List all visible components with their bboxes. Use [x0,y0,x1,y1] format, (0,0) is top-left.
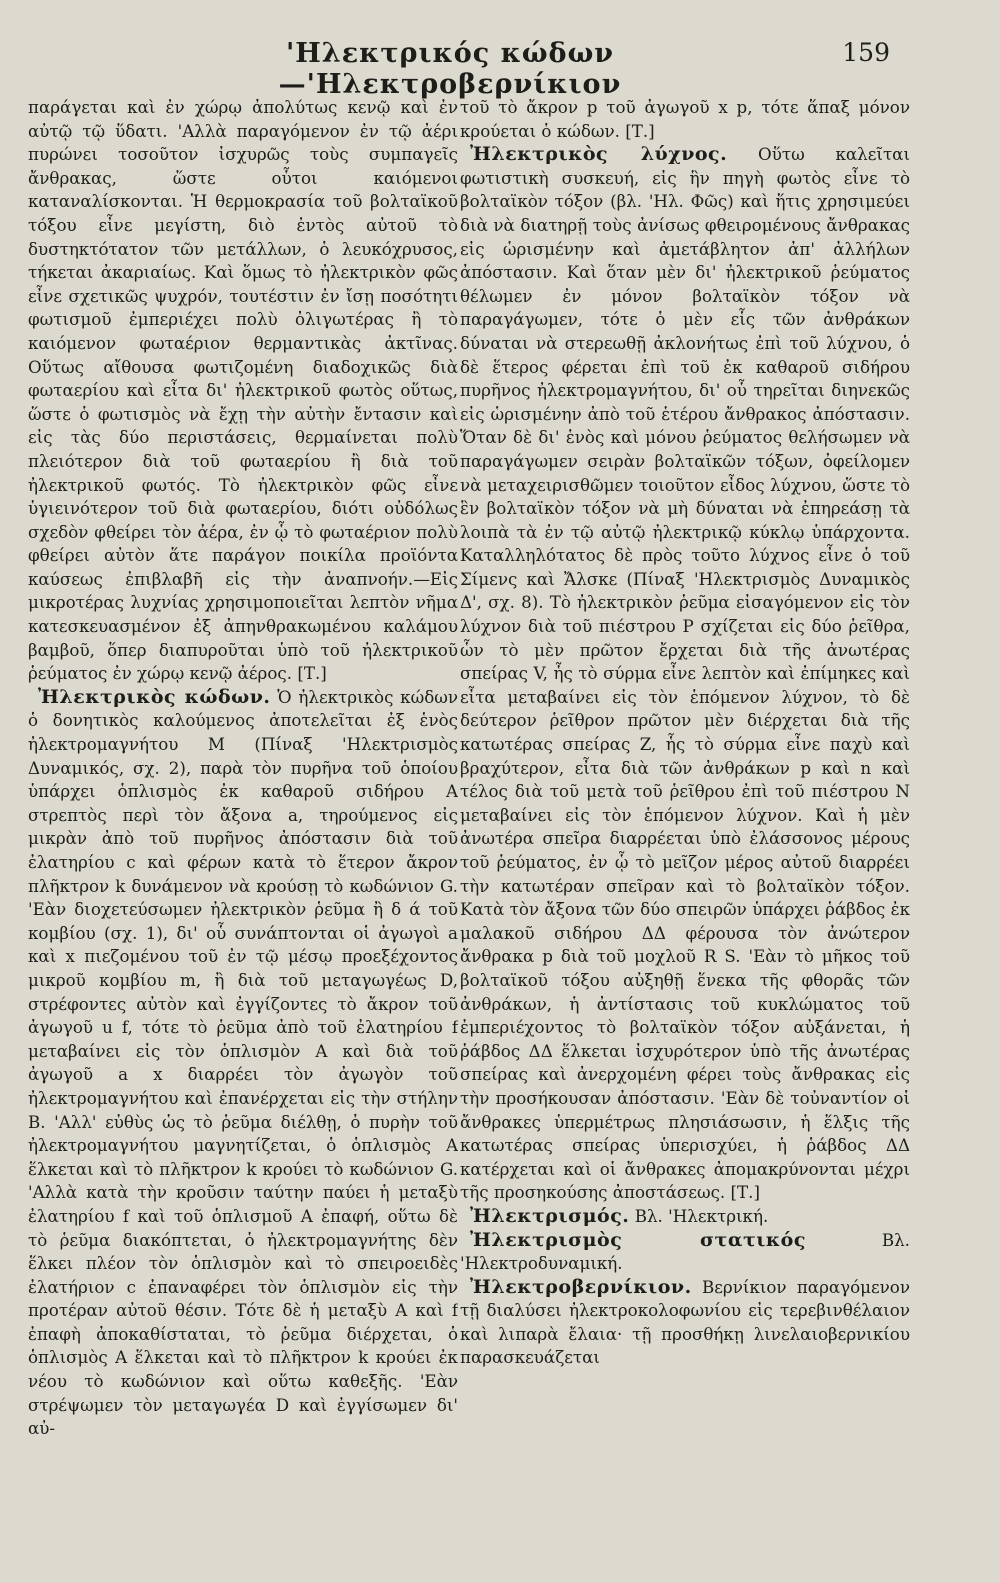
entry-headword: Ἠλεκτρισμός. [470,1204,630,1227]
entry-headword: Ἠλεκτροβερνίκιον. [470,1275,692,1298]
entry-body: Βλ. 'Ηλεκτροδυναμική. [460,1229,910,1274]
entry-electro-varnish [460,1276,910,1370]
right-column [460,96,910,1546]
running-head-title: 'Ηλεκτρικός κώδων—'Ηλεκτροβερνίκιον [278,38,622,100]
entry-headword: Ἠλεκτρικὸς κώδων. [38,685,271,708]
entry-electricity [460,1205,910,1229]
entry-body: Οὕτω καλεῖται φωτιστικὴ συσκευή, εἰς ἣν πηγὴ φωτὸς εἶνε τὸ βολταϊκὸν τόξον (βλ. 'Ηλ. Φῶς) καὶ ἥτις χρησιμεύει διὰ νὰ διατηρῇ τοὺς ἀνίσως φθειρομένους ἄνθρακας εἰς ὡρισμένην καὶ ἀμετάβλητον ἀπ' ἀλλήλων ἀπόστασιν. Καὶ ὅταν μὲν δι' ἠλεκτρικοῦ ῥεύματος θέλωμεν ἐν μόνον βολταϊκὸν τόξον νὰ παραγάγωμεν, τότε ὁ μὲν εἷς τῶν ἀνθράκων δύναται νὰ στερεωθῇ ἀκλονήτως ἐπὶ τοῦ λύχνου, ὁ δὲ ἕτερος φέρεται ἐπὶ τοῦ ἐκ καθαροῦ σιδήρου πυρῆνος ἠλεκτρομαγνήτου, δι' οὗ τηρεῖται διηνεκῶς εἰς ὡρισμένην ἀπὸ τοῦ ἑτέρου ἄνθρακος ἀπόστασιν. Ὅταν δὲ δι' ἑνὸς καὶ μόνου ῥεύματος θελήσωμεν νὰ παραγάγωμεν σειρὰν βολταϊκῶν τόξων, ὀφείλομεν νὰ μεταχειρισθῶμεν τοιοῦτον εἶδος λύχνου, ὥστε τὸ ἓν βολταϊκὸν τόξον νὰ μὴ δύναται νὰ ἐπηρεάσῃ τὰ λοιπὰ τὰ ἐν τῷ αὐτῷ ἠλεκτρικῷ κύκλῳ ὑπάρχοντα. Καταλληλότατος δὲ πρὸς τοῦτο λύχνος εἶνε ὁ τοῦ Σίμενς καὶ Ἄλσκε (Πίναξ 'Ηλεκτρισμὸς Δυναμικὸς Δ', σχ. 8). Τὸ ἠλεκτρικὸν ῥεῦμα εἰσαγόμενον εἰς τὸν λύχνον διὰ τοῦ πιέστρου P σχίζεται εἰς δύο ῥεῖθρα, ὧν τὸ μὲν πρῶτον ἔρχεται διὰ τῆς ἀνωτέρας σπείρας V, ἧς τὸ σύρμα εἶνε λεπτὸν καὶ ἐπίμηκες καὶ εἶτα μεταβαίνει εἰς τὸν ἑπόμενον λύχνον, τὸ δὲ δεύτερον ῥεῖθρον πρῶτον μὲν διέρχεται διὰ τῆς κατωτέρας σπείρας Z, ἧς τὸ σύρμα εἶνε παχὺ καὶ βραχύτερον, εἶτα διὰ τῶν ἀνθράκων p καὶ n καὶ τέλος διὰ τοῦ μετὰ τοῦ ῥεῖθρου ἐπὶ τοῦ πιέστρου N μεταβαίνει εἰς τὸν ἑπόμενον λύχνον. Καὶ ἡ μὲν ἀνωτέρα σπεῖρα διαρρέεται ὑπὸ ἐλάσσονος μέρους τοῦ ῥεύματος, ἐν ᾧ τὸ μεῖζον μέρος αὐτοῦ διαρρέει τὴν κατωτέραν σπεῖραν καὶ τὸ βολταϊκὸν τόξον. Κατὰ τὸν ἄξονα τῶν δύο σπειρῶν ὑπάρχει ῥάβδος ἐκ μαλακοῦ σιδήρου ΔΔ φέρουσα τὸν ἀνώτερον ἄνθρακα p διὰ τοῦ μοχλοῦ R S. 'Εὰν τὸ μῆκος τοῦ βολταϊκοῦ τόξου αὐξηθῇ ἕνεκα τῆς φθορᾶς τῶν ἀνθράκων, ἡ ἀντίστασις τοῦ κυκλώματος τοῦ ἐμπεριέχοντος τὸ βολταϊκὸν τόξον αὐξάνεται, ἡ ῥάβδος ΔΔ ἕλκεται ἰσχυρότερον ὑπὸ τῆς ἀνωτέρας σπείρας καὶ ἀνερχομένη φέρει τοὺς ἄνθρακας εἰς τὴν προσήκουσαν ἀπόστασιν. 'Εὰν δὲ τοὐναντίον οἱ ἄνθρακες ὑπερμέτρως πλησιάσωσιν, ἡ ἕλξις τῆς κατωτέρας σπείρας ὑπερισχύει, ἡ ῥάβδος ΔΔ κατέρχεται καὶ οἱ ἄνθρακες ἀπομακρύνονται μέχρι τῆς προσηκούσης ἀποστάσεως. [Τ.] [460,144,910,1203]
running-head [0,38,1000,100]
paragraph: τοῦ τὸ ἄκρον p τοῦ ἀγωγοῦ x p, τότε ἅπαξ μόνον κρούεται ὁ κώδων. [Τ.] [460,97,910,141]
entry-electric-bell [28,686,458,1441]
entry-static-electricity [460,1229,910,1276]
left-column [28,96,458,1546]
paragraph: παράγεται καὶ ἐν χώρῳ ἀπολύτως κενῷ καὶ ἐν αὐτῷ τῷ ὕδατι. 'Αλλὰ παραγόμενον ἐν τῷ ἀέρι πυρώνει τοσοῦτον ἰσχυρῶς τοὺς συμπαγεῖς ἄνθρακας, ὥστε οὗτοι καιόμενοι καταναλίσκονται. Ἡ θερμοκρασία τοῦ βολταϊκοῦ τόξου εἶνε μεγίστη, διὸ ἐντὸς αὐτοῦ τὸ δυστηκτότατον τῶν μετάλλων, ὁ λευκόχρυσος, τήκεται ἀκαριαίως. Καὶ ὅμως τὸ ἠλεκτρικὸν φῶς εἶνε σχετικῶς ψυχρόν, τουτέστιν ἐν ἴσῃ ποσότητι φωτισμοῦ ἐμπεριέχει πολὺ ὀλιγωτέρας ἢ τὸ καιόμενον φωταέριον θερμαντικὰς ἀκτῖνας. Οὕτως αἴθουσα φωτιζομένη διαδοχικῶς διὰ φωταερίου καὶ εἶτα δι' ἠλεκτρικοῦ φωτὸς οὕτως, ὥστε ὁ φωτισμὸς νὰ ἔχῃ τὴν αὐτὴν ἔντασιν καὶ εἰς τὰς δύο περιστάσεις, θερμαίνεται πολὺ πλειότερον διὰ τοῦ φωταερίου ἢ διὰ τοῦ ἠλεκτρικοῦ φωτός. Τὸ ἠλεκτρικὸν φῶς εἶνε ὑγιεινότερον τοῦ διὰ φωταερίου, διότι οὐδόλως σχεδὸν φθείρει τὸν ἀέρα, ἐν ᾧ τὸ φωταέριον πολὺ φθείρει αὐτὸν ἅτε παράγον ποικίλα προϊόντα καύσεως ἐπιβλαβῆ εἰς τὴν ἀναπνοήν.—Εἰς μικροτέρας λυχνίας χρησιμοποιεῖται λεπτὸν νῆμα κατεσκευασμένον ἐξ ἀπηνθρακωμένου καλάμου βαμβοῦ, ὅπερ διαπυροῦται ὑπὸ τοῦ ἠλεκτρικοῦ ῥεύματος ἐν χώρῳ κενῷ ἀέρος. [Τ.] [28,97,458,684]
entry-electric-lamp [460,143,910,1205]
entry-headword: Ἠλεκτρικὸς λύχνος. [470,143,728,166]
entry-body: Βλ. 'Ηλεκτρική. [634,1205,769,1226]
entry-body: Βερνίκιον παραγόμενον τῇ διαλύσει ἠλεκτροκολοφωνίου εἰς τερεβινθέλαιον καὶ λιπαρὰ ἔλαια· τῇ προσθήκῃ λινελαιοβερνικίου παρασκευάζεται [460,1276,910,1368]
entry-body: Ὁ ἠλεκτρικὸς κώδων ὁ δονητικὸς καλούμενος ἀποτελεῖται ἐξ ἑνὸς ἠλεκτρομαγνήτου M (Πίναξ 'Ηλεκτρισμὸς Δυναμικός, σχ. 2), παρὰ τὸν πυρῆνα τοῦ ὁποίου ὑπάρχει ὁπλισμὸς ἐκ καθαροῦ σιδήρου A στρεπτὸς περὶ τὸν ἄξονα a, τηρούμενος εἰς μικρὰν ἀπὸ τοῦ πυρῆνος ἀπόστασιν διὰ τοῦ ἐλατηρίου c καὶ φέρων κατὰ τὸ ἕτερον ἄκρον πλῆκτρον k δυνάμενον νὰ κρούσῃ τὸ κωδώνιον G. 'Εὰν διοχετεύσωμεν ἠλεκτρικὸν ῥεῦμα ἢ δ ά τοῦ κομβίου (σχ. 1), δι' οὗ συνάπτονται οἱ ἀγωγοὶ a καὶ x πιεζομένου τοῦ ἐν τῷ μέσῳ προεξέχοντος μικροῦ κομβίου m, ἢ διὰ τοῦ μεταγωγέως D, στρέφοντες αὐτὸν καὶ ἐγγίζοντες τὸ ἄκρον τοῦ ἀγωγοῦ u f, τότε τὸ ῥεῦμα ἀπὸ τοῦ ἐλατηρίου f μεταβαίνει εἰς τὸν ὁπλισμὸν A καὶ διὰ τοῦ ἀγωγοῦ a x διαρρέει τὸν ἀγωγὸν τοῦ ἠλεκτρομαγνήτου καὶ ἐπανέρχεται εἰς τὴν στήλην B. 'Αλλ' εὐθὺς ὡς τὸ ῥεῦμα διέλθῃ, ὁ πυρὴν τοῦ ἠλεκτρομαγνήτου μαγνητίζεται, ὁ ὁπλισμὸς A ἕλκεται καὶ τὸ πλῆκτρον k κρούει τὸ κωδώνιον G. 'Αλλὰ κατὰ τὴν κροῦσιν ταύτην παύει ἡ μεταξὺ ἐλατηρίου f καὶ τοῦ ὁπλισμοῦ A ἐπαφή, οὕτω δὲ τὸ ῥεῦμα διακόπτεται, ὁ ἠλεκτρομαγνήτης δὲν ἕλκει πλέον τὸν ὁπλισμὸν καὶ τὸ σπειροειδὲς ἐλατήριον c ἐπαναφέρει τὸν ὁπλισμὸν εἰς τὴν προτέραν αὐτοῦ θέσιν. Τότε δὲ ἡ μεταξὺ A καὶ f ἐπαφὴ ἀποκαθίσταται, τὸ ῥεῦμα διέρχεται, ὁ ὁπλισμὸς A ἕλκεται καὶ τὸ πλῆκτρον k κρούει ἐκ νέου τὸ κωδώνιον καὶ οὕτω καθεξῆς. 'Εὰν στρέψωμεν τὸν μεταγωγέα D καὶ ἐγγίσωμεν δι' αὐ- [28,686,458,1439]
page-number: 159 [842,38,890,67]
entry-headword: Ἠλεκτρισμὸς στατικός [470,1228,806,1251]
